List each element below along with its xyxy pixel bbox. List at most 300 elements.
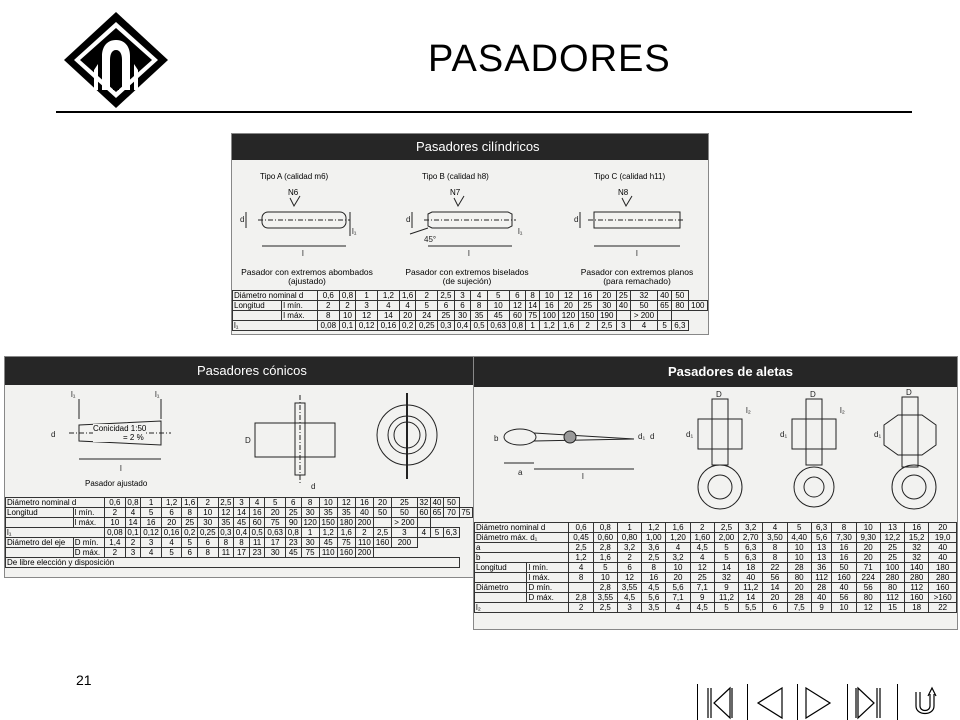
table-cell: 80 [856, 593, 880, 603]
table-cell: 280 [905, 573, 929, 583]
table-cell: 0,4 [454, 321, 471, 331]
panel-header [232, 134, 708, 160]
table-cell: 0,80 [617, 533, 641, 543]
table-cell: 20 [856, 553, 880, 563]
table-cell: 6 [182, 548, 198, 558]
table-cell: 4 [141, 548, 162, 558]
table-cell: 150 [319, 518, 337, 528]
svg-text:l₁: l₁ [155, 390, 160, 399]
table-cell: 8 [471, 301, 488, 311]
table-cell: 120 [559, 311, 578, 321]
table-cell: 14 [739, 593, 763, 603]
table-cell: 40 [355, 508, 373, 518]
table-cell: 180 [337, 518, 355, 528]
table-cell: 0,16 [161, 528, 182, 538]
row-header: Diámetro del eje [6, 538, 74, 548]
table-cell: 7,30 [832, 533, 856, 543]
table-cell: 160 [373, 538, 391, 548]
caption-pasador-ajustado: Pasador ajustado [85, 479, 148, 488]
table-cell: 2 [105, 548, 126, 558]
table-cell: 0,63 [487, 321, 509, 331]
table-cell: 224 [856, 573, 880, 583]
table-cell: 12 [559, 291, 578, 301]
table-cell: 2,8 [593, 543, 617, 553]
table-cell: 100 [880, 563, 904, 573]
table-cell: 9 [714, 583, 738, 593]
row-subheader: D mín. [73, 538, 104, 548]
table-cell: 40 [430, 498, 443, 508]
table-cell: 40 [929, 553, 957, 563]
table-cell: 25 [392, 498, 418, 508]
table-cell [417, 518, 430, 528]
table-cell: 17 [265, 538, 286, 548]
row-header: Longitud [475, 563, 527, 573]
table-cell: 5 [787, 523, 811, 533]
table-cell: 11,2 [714, 593, 738, 603]
table-row [475, 533, 957, 543]
table-cell: 0,1 [339, 321, 356, 331]
table-cell: 50 [392, 508, 418, 518]
panel-header [5, 357, 473, 385]
table-row [233, 321, 708, 331]
row-header: a [475, 543, 569, 553]
type-b-label: Tipo B (calidad h8) [422, 172, 489, 181]
table-cell: 2,5 [569, 543, 593, 553]
svg-text:d: d [240, 215, 245, 224]
table-cell: 5 [714, 553, 738, 563]
table-cell: 40 [929, 543, 957, 553]
table-cell: 32 [714, 573, 738, 583]
table-row [6, 548, 473, 558]
table-cell: 4 [471, 291, 488, 301]
table-cell: 45 [234, 518, 250, 528]
table-cell: 1,2 [540, 321, 559, 331]
table-cell: 16 [540, 301, 559, 311]
table-cell: 2 [339, 301, 356, 311]
table-cell: 2 [690, 523, 714, 533]
table-cell: 16 [249, 508, 265, 518]
panel-pasadores-de-aletas [473, 356, 958, 630]
panel-header-label: Pasadores de aletas [668, 364, 794, 379]
table-cell: 0,8 [509, 321, 526, 331]
table-cell: 8 [317, 311, 339, 321]
slide-number: 21 [76, 672, 92, 688]
table-cell: 0,8 [285, 528, 301, 538]
table-cell: 3 [125, 548, 141, 558]
conicos-table [5, 497, 473, 568]
svg-text:D: D [810, 390, 816, 399]
table-cell: 10 [540, 291, 559, 301]
caption-type-b: Pasador con extremos biselados (de sujeción) [405, 267, 529, 286]
table-cell: 25 [182, 518, 198, 528]
table-cell: 40 [616, 301, 630, 311]
row-header [6, 518, 74, 528]
table-cell: 1 [526, 321, 540, 331]
table-cell: 4 [399, 301, 416, 311]
table-cell: 0,3 [438, 321, 455, 331]
svg-text:a: a [518, 468, 523, 477]
table-cell: 4,5 [642, 583, 666, 593]
nav-previous-button[interactable] [747, 684, 789, 720]
table-cell: 30 [454, 311, 471, 321]
table-cell: 60 [249, 518, 265, 528]
svg-text:d: d [51, 430, 56, 439]
table-cell: 0,5 [249, 528, 265, 538]
table-cell: 5 [430, 528, 443, 538]
svg-text:D: D [245, 436, 251, 445]
table-cell: 4 [249, 498, 265, 508]
table-cell: 7,1 [690, 583, 714, 593]
return-icon [898, 684, 956, 720]
table-cell: 112 [811, 573, 832, 583]
table-cell: 0,08 [317, 321, 339, 331]
table-cell: 16 [355, 498, 373, 508]
table-cell: 12 [690, 563, 714, 573]
row-header [475, 573, 527, 583]
row-header [233, 311, 282, 321]
table-cell: 160 [929, 583, 957, 593]
table-cell: 8 [182, 508, 198, 518]
table-cell: 160 [337, 548, 355, 558]
table-cell: 20 [597, 291, 616, 301]
table-cell: 32 [905, 543, 929, 553]
table-cell: 17 [234, 548, 250, 558]
table-cell: 20 [856, 543, 880, 553]
table-cell: 25 [285, 508, 301, 518]
table-cell: 3 [454, 291, 471, 301]
table-cell: 23 [285, 538, 301, 548]
table-cell: 35 [319, 508, 337, 518]
table-cell: 6 [617, 563, 641, 573]
table-cell: 8 [763, 543, 787, 553]
table-cell: 14 [714, 563, 738, 573]
table-cell: 13 [811, 543, 832, 553]
table-cell: 36 [811, 563, 832, 573]
caption-type-a: Pasador con extremos abombados (ajustado) [241, 267, 373, 286]
table-row [475, 563, 957, 573]
table-cell: 2 [416, 291, 438, 301]
conicidad-label: Conicidad 1:50 = 2 % [93, 424, 147, 442]
table-cell: 1,6 [182, 498, 198, 508]
table-cell: 19,0 [929, 533, 957, 543]
table-cell: 10 [832, 603, 856, 613]
table-cell: 4 [763, 523, 787, 533]
table-cell: 0,8 [593, 523, 617, 533]
table-cell: 9 [690, 593, 714, 603]
table-cell: 4,40 [787, 533, 811, 543]
table-cell: 75 [337, 538, 355, 548]
type-a-label: Tipo A (calidad m6) [260, 172, 329, 181]
table-row [233, 311, 708, 321]
table-cell: 25 [578, 301, 597, 311]
table-cell: 10 [105, 518, 126, 528]
row-subheader: D mín. [527, 583, 569, 593]
table-cell: 1 [617, 523, 641, 533]
svg-text:l₂: l₂ [840, 406, 845, 415]
university-logo [62, 10, 170, 110]
table-cell: 8 [526, 291, 540, 301]
table-cell: 5 [161, 548, 182, 558]
table-row [6, 518, 473, 528]
table-cell: 30 [265, 548, 286, 558]
table-cell: 6 [763, 603, 787, 613]
svg-text:D: D [906, 389, 912, 397]
table-cell: 5 [265, 498, 286, 508]
table-cell: 12 [337, 498, 355, 508]
table-cell: 0,6 [105, 498, 126, 508]
table-cell: 71 [856, 563, 880, 573]
table-cell: 13 [880, 523, 904, 533]
table-cell: 4 [378, 301, 400, 311]
table-cell: 16 [905, 523, 929, 533]
table-cell: 1,60 [690, 533, 714, 543]
table-cell: 75 [301, 548, 319, 558]
nav-return-button[interactable] [897, 684, 955, 720]
svg-text:d₁: d₁ [874, 430, 882, 439]
table-cell: 5 [714, 543, 738, 553]
table-cell: 0,08 [105, 528, 126, 538]
table-row [475, 573, 957, 583]
nav-next-button[interactable] [797, 684, 839, 720]
table-cell: 8 [642, 563, 666, 573]
table-row [475, 603, 957, 613]
table-row [475, 553, 957, 563]
svg-text:D: D [716, 390, 722, 399]
table-cell: 160 [832, 573, 856, 583]
table-cell: 0,16 [378, 321, 400, 331]
table-cell: 14 [378, 311, 400, 321]
table-cell: 11 [249, 538, 265, 548]
table-cell: 28 [787, 593, 811, 603]
table-cell [569, 583, 593, 593]
table-cell: 3,5 [642, 603, 666, 613]
table-cell: 20 [787, 583, 811, 593]
table-row [6, 508, 473, 518]
table-cell: 0,3 [218, 528, 234, 538]
row-header: b [475, 553, 569, 563]
table-cell: 2 [355, 528, 373, 538]
row-header: Diámetro [475, 583, 527, 593]
table-row [475, 523, 957, 533]
table-cell: 50 [672, 291, 689, 301]
cilindricos-table [232, 290, 708, 331]
table-cell: 2,5 [373, 528, 391, 538]
table-cell: 14 [125, 518, 141, 528]
table-cell: 30 [197, 518, 218, 528]
table-cell: 200 [392, 538, 418, 548]
table-cell: 12 [509, 301, 526, 311]
table-cell: 3 [141, 538, 162, 548]
table-cell: 180 [929, 563, 957, 573]
table-cell: 12 [218, 508, 234, 518]
table-cell: 3,2 [739, 523, 763, 533]
table-cell: 140 [905, 563, 929, 573]
table-cell: 0,12 [356, 321, 378, 331]
table-cell: 4,5 [690, 543, 714, 553]
table-cell: 10 [856, 523, 880, 533]
table-cell: 35 [337, 508, 355, 518]
last-slide-icon [848, 684, 890, 720]
table-cell: 5,6 [811, 533, 832, 543]
table-cell: 32 [417, 498, 430, 508]
table-cell: 25 [438, 311, 455, 321]
table-cell: 4 [666, 543, 690, 553]
table-cell: 28 [787, 563, 811, 573]
table-cell: 1,2 [642, 523, 666, 533]
table-cell: 1,2 [161, 498, 182, 508]
table-cell: 5 [416, 301, 438, 311]
table-cell: 70 [444, 508, 460, 518]
table-cell: 4 [569, 563, 593, 573]
table-cell: 8 [569, 573, 593, 583]
svg-text:45°: 45° [424, 235, 437, 244]
table-cell: 8 [301, 498, 319, 508]
table-cell: 56 [856, 583, 880, 593]
table-cell: 1,6 [399, 291, 416, 301]
table-cell: 22 [763, 563, 787, 573]
table-cell: 3,2 [617, 543, 641, 553]
cylindrical-pins-drawing [232, 194, 708, 274]
table-cell: 20 [399, 311, 416, 321]
table-cell: 30 [301, 538, 319, 548]
table-cell [658, 311, 672, 321]
svg-text:l₂: l₂ [746, 406, 751, 415]
row-header: Diámetro nominal d [233, 291, 318, 301]
table-cell: 2 [569, 603, 593, 613]
previous-slide-icon [748, 684, 790, 720]
table-cell: 80 [787, 573, 811, 583]
panel-header-label: Pasadores cónicos [197, 363, 307, 378]
svg-text:d₁: d₁ [638, 432, 646, 441]
conical-pins-drawing [5, 389, 473, 499]
row-subheader: l máx. [527, 573, 569, 583]
table-cell: 45 [285, 548, 301, 558]
table-cell: 40 [658, 291, 672, 301]
table-cell: 2,8 [569, 593, 593, 603]
nav-first-button[interactable] [697, 684, 739, 720]
table-cell: 12 [356, 311, 378, 321]
table-cell: 2,5 [642, 553, 666, 563]
caption-type-c: Pasador con extremos planos (para remachado) [580, 267, 694, 286]
table-cell: 8 [832, 523, 856, 533]
table-cell: 0,60 [593, 533, 617, 543]
table-cell: 0,1 [125, 528, 141, 538]
table-cell: 50 [373, 508, 391, 518]
table-cell: 23 [249, 548, 265, 558]
table-cell: 16 [578, 291, 597, 301]
table-cell: 60 [509, 311, 526, 321]
table-cell: 40 [811, 593, 832, 603]
table-cell: 110 [319, 548, 337, 558]
table-cell: 15,2 [905, 533, 929, 543]
table-cell: 25 [880, 553, 904, 563]
table-cell: 0,2 [399, 321, 416, 331]
table-cell: 5,5 [739, 603, 763, 613]
table-cell: 56 [763, 573, 787, 583]
table-cell: 1,00 [642, 533, 666, 543]
table-cell: 160 [905, 593, 929, 603]
table-cell: 56 [832, 593, 856, 603]
table-cell: 16 [832, 553, 856, 563]
row-header: Diámetro nominal d [6, 498, 105, 508]
table-cell: 32 [630, 291, 657, 301]
table-cell: 1,6 [593, 553, 617, 563]
row-subheader: l mín. [282, 301, 318, 311]
row-header: Longitud [6, 508, 74, 518]
table-cell: 11 [218, 548, 234, 558]
table-cell: 2,5 [593, 603, 617, 613]
finish-b-label: N7 [450, 188, 461, 197]
svg-text:l₁: l₁ [71, 390, 76, 399]
table-cell: 200 [355, 548, 373, 558]
table-cell: 40 [832, 583, 856, 593]
svg-text:l: l [302, 249, 304, 258]
row-header: Longitud [233, 301, 282, 311]
table-cell: 6,3 [811, 523, 832, 533]
panel-pasadores-conicos [4, 356, 474, 578]
svg-text:d₁: d₁ [686, 430, 694, 439]
svg-text:d: d [406, 215, 411, 224]
table-cell: 0,25 [416, 321, 438, 331]
table-cell: 112 [880, 593, 904, 603]
table-cell: 1,2 [319, 528, 337, 538]
table-cell: 6,3 [739, 543, 763, 553]
table-cell: 6 [509, 291, 526, 301]
table-cell [373, 518, 391, 528]
table-cell: 40 [739, 573, 763, 583]
table-cell: 15 [880, 603, 904, 613]
table-cell: 0,12 [141, 528, 162, 538]
svg-text:d: d [650, 432, 655, 441]
table-cell: 10 [787, 553, 811, 563]
row-subheader: D máx. [527, 593, 569, 603]
row-header: l₁ [233, 321, 318, 331]
table-cell: 4 [417, 528, 430, 538]
panel-header-label: Pasadores cilíndricos [416, 139, 540, 154]
table-cell: 5 [714, 603, 738, 613]
table-cell: 20 [763, 593, 787, 603]
table-cell: 8 [197, 548, 218, 558]
aletas-table [474, 522, 957, 613]
table-cell: 120 [301, 518, 319, 528]
table-cell: 3,55 [593, 593, 617, 603]
row-header: Diámetro máx. d₁ [475, 533, 569, 543]
table-cell: 9 [811, 603, 832, 613]
table-cell: 9,30 [856, 533, 880, 543]
table-cell: 22 [929, 603, 957, 613]
table-cell: 65 [430, 508, 443, 518]
nav-last-button[interactable] [847, 684, 889, 720]
table-cell: 3,55 [617, 583, 641, 593]
table-cell: 10 [787, 543, 811, 553]
table-cell: 150 [578, 311, 597, 321]
title-divider [56, 111, 912, 113]
first-slide-icon [698, 684, 740, 720]
table-cell: 1,20 [666, 533, 690, 543]
table-cell: 112 [905, 583, 929, 593]
table-cell: 1,6 [666, 523, 690, 533]
table-cell: 20 [265, 508, 286, 518]
table-cell: 10 [487, 301, 509, 311]
table-cell: 16 [141, 518, 162, 528]
table-cell: 12 [617, 573, 641, 583]
svg-text:d₁: d₁ [780, 430, 788, 439]
table-cell: 2,70 [739, 533, 763, 543]
table-cell: 65 [658, 301, 672, 311]
table-cell: 1 [141, 498, 162, 508]
table-cell: 0,45 [569, 533, 593, 543]
table-cell: 4 [690, 553, 714, 563]
